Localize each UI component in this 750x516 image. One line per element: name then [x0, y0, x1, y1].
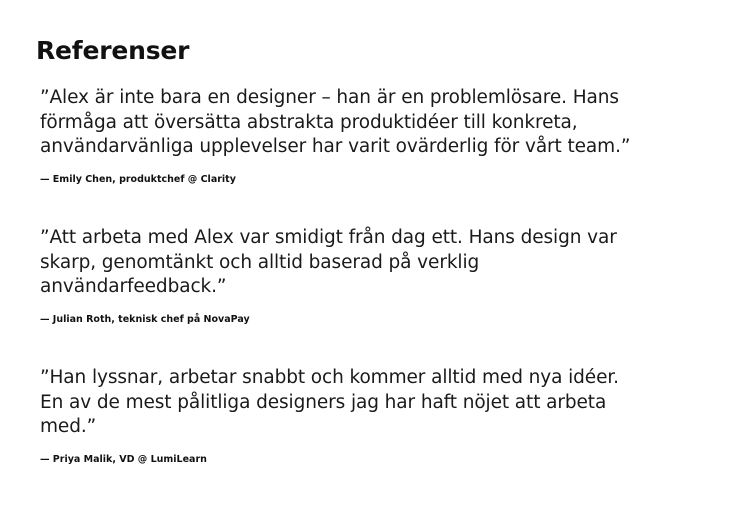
- quote-line: En av de mest pålitliga designers jag har haft nöjet att arbeta: [40, 391, 607, 413]
- section-title: Referenser: [36, 36, 190, 65]
- reference-item: [40, 366, 720, 467]
- reference-author: — Emily Chen, produktchef @ Clarity: [40, 173, 236, 185]
- reference-item: [40, 226, 720, 327]
- reference-author: — Priya Malik, VD @ LumiLearn: [40, 453, 207, 465]
- quote-line: användarfeedback.”: [40, 276, 227, 297]
- quote-line: med.”: [40, 416, 97, 437]
- reference-quote: [40, 86, 720, 160]
- quote-line: ”Han lyssnar, arbetar snabbt och kommer alltid med nya idéer.: [40, 367, 619, 388]
- reference-item: [40, 86, 720, 187]
- reference-quote: [40, 226, 720, 300]
- quote-line: ”Alex är inte bara en designer – han är en problemlösare. Hans: [40, 87, 619, 108]
- quote-line: skarp, genomtänkt och alltid baserad på verklig: [40, 251, 480, 273]
- reference-quote: [40, 366, 720, 440]
- quote-line: användarvänliga upplevelser har varit ovärderlig för vårt team.”: [40, 136, 631, 157]
- quote-line: förmåga att översätta abstrakta produktidéer till konkreta,: [40, 111, 578, 133]
- reference-author: — Julian Roth, teknisk chef på NovaPay: [40, 313, 250, 325]
- quote-line: ”Att arbeta med Alex var smidigt från dag ett. Hans design var: [40, 227, 617, 248]
